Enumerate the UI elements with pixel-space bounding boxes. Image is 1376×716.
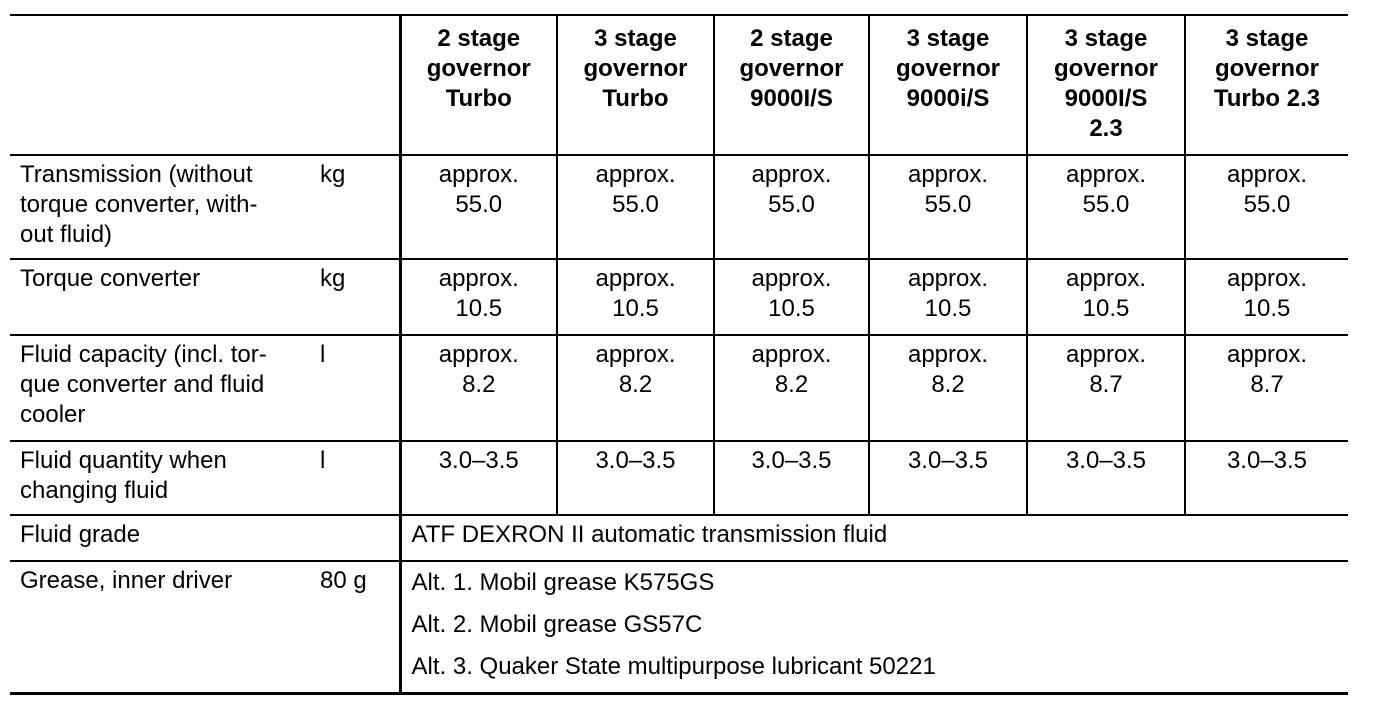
row-unit: l <box>320 341 326 368</box>
column-header-label: 3 stage governor 9000I/S 2.3 <box>1053 25 1158 142</box>
table-cell: 3.0–3.5 <box>1027 441 1185 515</box>
table-cell: approx. 8.7 <box>1185 335 1348 441</box>
table-row <box>10 155 1348 259</box>
table-cell: approx. 10.5 <box>1027 259 1185 335</box>
table-cell: approx. 8.2 <box>400 335 557 441</box>
table-cell: approx. 55.0 <box>557 155 714 259</box>
grease-option: Alt. 1. Mobil grease K575GS <box>411 569 715 596</box>
row-unit <box>320 515 400 561</box>
header-empty-label-cell <box>10 15 320 155</box>
fluid-grade-value: ATF DEXRON II automatic transmission fluid <box>400 515 1348 561</box>
table-cell: approx. 8.2 <box>714 335 869 441</box>
table-cell: 3.0–3.5 <box>400 441 557 515</box>
grease-option: Alt. 3. Quaker State multipurpose lubricant 50221 <box>411 653 936 680</box>
table-cell: 3.0–3.5 <box>1185 441 1348 515</box>
column-header <box>400 15 557 155</box>
table-cell: approx. 55.0 <box>1185 155 1348 259</box>
table-cell: approx. 10.5 <box>1185 259 1348 335</box>
grease-option: Alt. 2. Mobil grease GS57C <box>411 611 703 638</box>
grease-row <box>10 561 1348 694</box>
table-cell: approx. 55.0 <box>714 155 869 259</box>
row-unit: kg <box>320 161 346 188</box>
table-cell: 3.0–3.5 <box>714 441 869 515</box>
table-cell: approx. 10.5 <box>714 259 869 335</box>
column-header <box>1027 15 1185 155</box>
grease-options <box>400 561 1348 694</box>
table-cell: approx. 10.5 <box>400 259 557 335</box>
column-header-label: 3 stage governor 9000i/S <box>895 25 1000 112</box>
header-empty-unit-cell <box>320 15 400 155</box>
row-label: Torque converter <box>20 265 201 292</box>
table-cell: 3.0–3.5 <box>869 441 1027 515</box>
row-unit: l <box>320 447 326 474</box>
table-cell: approx. 8.2 <box>869 335 1027 441</box>
table-cell: approx. 55.0 <box>400 155 557 259</box>
table-header-row <box>10 15 1348 155</box>
column-header <box>869 15 1027 155</box>
fluid-grade-row <box>10 515 1348 561</box>
column-header <box>1185 15 1348 155</box>
column-header-label: 2 stage governor Turbo <box>426 25 531 112</box>
column-header-label: 3 stage governor Turbo <box>583 25 688 112</box>
table-row <box>10 441 1348 515</box>
table-cell: 3.0–3.5 <box>557 441 714 515</box>
row-label: Fluid quantity when changing fluid <box>20 447 227 504</box>
table-cell: approx. 55.0 <box>1027 155 1185 259</box>
row-unit: kg <box>320 265 346 292</box>
column-header-label: 3 stage governor Turbo 2.3 <box>1213 25 1321 112</box>
row-label: Grease, inner driver <box>20 567 233 594</box>
table-cell: approx. 10.5 <box>557 259 714 335</box>
table-cell: approx. 8.7 <box>1027 335 1185 441</box>
column-header <box>557 15 714 155</box>
column-header-label: 2 stage governor 9000I/S <box>739 25 844 112</box>
column-header <box>714 15 869 155</box>
table-cell: approx. 8.2 <box>557 335 714 441</box>
row-label: Fluid capacity (incl. tor- que converter and fluid cooler <box>20 341 267 428</box>
table-row <box>10 259 1348 335</box>
row-label: Transmission (without torque converter, with- out fluid) <box>20 161 258 248</box>
specifications-table <box>10 14 1348 695</box>
row-unit: 80 g <box>320 567 367 594</box>
row-label: Fluid grade <box>20 521 141 548</box>
table-cell: approx. 10.5 <box>869 259 1027 335</box>
table-cell: approx. 55.0 <box>869 155 1027 259</box>
table-row <box>10 335 1348 441</box>
